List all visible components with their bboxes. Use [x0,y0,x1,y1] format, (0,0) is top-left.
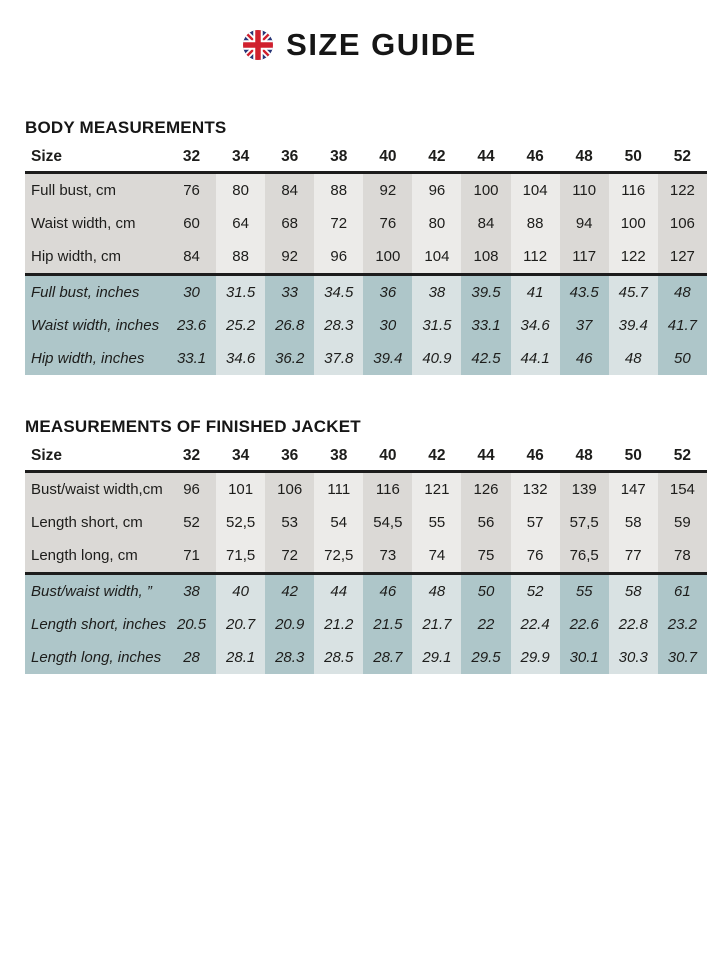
inch-measurement-row [25,574,707,609]
value-cell: 54,5 [363,506,412,539]
value-cell: 22.6 [560,608,609,641]
size-header-cell: 36 [265,145,314,173]
value-cell: 34.5 [314,275,363,310]
value-cell: 41.7 [658,309,707,342]
size-header-row [25,444,707,472]
value-cell: 38 [167,574,216,609]
size-header-cell: 40 [363,444,412,472]
value-cell: 23.6 [167,309,216,342]
value-cell: 52 [511,574,560,609]
row-label: Length long, inches [25,641,167,674]
row-label: Bust/waist width,cm [25,472,167,507]
value-cell: 55 [412,506,461,539]
value-cell: 33.1 [167,342,216,375]
value-cell: 20.7 [216,608,265,641]
size-header-row [25,145,707,173]
value-cell: 25.2 [216,309,265,342]
size-header-cell: 46 [511,444,560,472]
size-header-cell: 32 [167,145,216,173]
value-cell: 48 [412,574,461,609]
value-cell: 23.2 [658,608,707,641]
size-header-cell: 38 [314,444,363,472]
row-label: Full bust, cm [25,173,167,208]
value-cell: 43.5 [560,275,609,310]
size-header-cell: 38 [314,145,363,173]
cm-measurement-row [25,472,707,507]
value-cell: 72 [265,539,314,574]
size-header-label: Size [25,444,167,472]
size-header-label: Size [25,145,167,173]
row-label: Full bust, inches [25,275,167,310]
row-label: Hip width, cm [25,240,167,275]
uk-flag-icon [243,30,273,60]
finished-jacket-heading: MEASUREMENTS OF FINISHED JACKET [25,417,361,436]
row-label: Bust/waist width, ” [25,574,167,609]
value-cell: 74 [412,539,461,574]
value-cell: 50 [658,342,707,375]
value-cell: 104 [511,173,560,208]
value-cell: 48 [658,275,707,310]
row-label: Hip width, inches [25,342,167,375]
value-cell: 42 [265,574,314,609]
value-cell: 28.3 [314,309,363,342]
size-header-cell: 48 [560,145,609,173]
value-cell: 72 [314,207,363,240]
value-cell: 84 [167,240,216,275]
value-cell: 57,5 [560,506,609,539]
value-cell: 58 [609,574,658,609]
value-cell: 71 [167,539,216,574]
value-cell: 40.9 [412,342,461,375]
value-cell: 28.5 [314,641,363,674]
value-cell: 36.2 [265,342,314,375]
value-cell: 50 [461,574,510,609]
value-cell: 126 [461,472,510,507]
value-cell: 52 [167,506,216,539]
value-cell: 96 [167,472,216,507]
value-cell: 110 [560,173,609,208]
row-label: Waist width, inches [25,309,167,342]
value-cell: 52,5 [216,506,265,539]
value-cell: 84 [461,207,510,240]
size-header-cell: 34 [216,145,265,173]
row-label: Length short, cm [25,506,167,539]
value-cell: 44 [314,574,363,609]
value-cell: 60 [167,207,216,240]
inch-measurement-row [25,641,707,674]
value-cell: 122 [658,173,707,208]
value-cell: 100 [363,240,412,275]
value-cell: 72,5 [314,539,363,574]
value-cell: 21.5 [363,608,412,641]
value-cell: 100 [461,173,510,208]
value-cell: 28.3 [265,641,314,674]
value-cell: 39.4 [609,309,658,342]
value-cell: 46 [363,574,412,609]
value-cell: 34.6 [216,342,265,375]
value-cell: 108 [461,240,510,275]
value-cell: 57 [511,506,560,539]
value-cell: 48 [609,342,658,375]
cm-measurement-row [25,506,707,539]
size-header-cell: 50 [609,145,658,173]
value-cell: 44.1 [511,342,560,375]
value-cell: 37 [560,309,609,342]
value-cell: 26.8 [265,309,314,342]
value-cell: 39.4 [363,342,412,375]
value-cell: 21.2 [314,608,363,641]
value-cell: 71,5 [216,539,265,574]
value-cell: 121 [412,472,461,507]
size-header-cell: 52 [658,145,707,173]
finished-jacket-table [25,444,707,674]
value-cell: 112 [511,240,560,275]
value-cell: 76,5 [560,539,609,574]
value-cell: 34.6 [511,309,560,342]
cm-measurement-row [25,539,707,574]
value-cell: 40 [216,574,265,609]
value-cell: 22.4 [511,608,560,641]
value-cell: 75 [461,539,510,574]
value-cell: 104 [412,240,461,275]
value-cell: 37.8 [314,342,363,375]
value-cell: 54 [314,506,363,539]
value-cell: 117 [560,240,609,275]
value-cell: 88 [314,173,363,208]
value-cell: 33 [265,275,314,310]
value-cell: 29.9 [511,641,560,674]
size-header-cell: 44 [461,444,510,472]
value-cell: 28.1 [216,641,265,674]
size-header-cell: 36 [265,444,314,472]
size-header-cell: 42 [412,444,461,472]
value-cell: 76 [363,207,412,240]
value-cell: 116 [363,472,412,507]
value-cell: 30 [363,309,412,342]
value-cell: 30 [167,275,216,310]
value-cell: 154 [658,472,707,507]
value-cell: 122 [609,240,658,275]
value-cell: 94 [560,207,609,240]
value-cell: 22.8 [609,608,658,641]
size-header-cell: 52 [658,444,707,472]
value-cell: 147 [609,472,658,507]
size-header-cell: 40 [363,145,412,173]
value-cell: 92 [265,240,314,275]
value-cell: 111 [314,472,363,507]
value-cell: 106 [658,207,707,240]
value-cell: 64 [216,207,265,240]
value-cell: 88 [511,207,560,240]
row-label: Waist width, cm [25,207,167,240]
value-cell: 28 [167,641,216,674]
value-cell: 31.5 [216,275,265,310]
value-cell: 22 [461,608,510,641]
value-cell: 31.5 [412,309,461,342]
value-cell: 45.7 [609,275,658,310]
value-cell: 80 [216,173,265,208]
size-guide-content [25,118,707,674]
value-cell: 20.9 [265,608,314,641]
value-cell: 139 [560,472,609,507]
value-cell: 73 [363,539,412,574]
value-cell: 33.1 [461,309,510,342]
value-cell: 61 [658,574,707,609]
value-cell: 77 [609,539,658,574]
value-cell: 96 [314,240,363,275]
size-header-cell: 42 [412,145,461,173]
inch-measurement-row [25,342,707,375]
value-cell: 116 [609,173,658,208]
value-cell: 46 [560,342,609,375]
value-cell: 30.1 [560,641,609,674]
row-label: Length long, cm [25,539,167,574]
value-cell: 92 [363,173,412,208]
page-header [0,0,720,64]
value-cell: 55 [560,574,609,609]
value-cell: 132 [511,472,560,507]
value-cell: 20.5 [167,608,216,641]
value-cell: 84 [265,173,314,208]
value-cell: 106 [265,472,314,507]
value-cell: 29.5 [461,641,510,674]
value-cell: 30.3 [609,641,658,674]
value-cell: 88 [216,240,265,275]
size-header-cell: 32 [167,444,216,472]
value-cell: 101 [216,472,265,507]
value-cell: 53 [265,506,314,539]
size-header-cell: 50 [609,444,658,472]
cm-measurement-row [25,207,707,240]
value-cell: 100 [609,207,658,240]
body-measurements-heading: BODY MEASUREMENTS [25,118,227,137]
size-header-cell: 46 [511,145,560,173]
value-cell: 41 [511,275,560,310]
value-cell: 76 [511,539,560,574]
value-cell: 78 [658,539,707,574]
cm-measurement-row [25,173,707,208]
value-cell: 76 [167,173,216,208]
value-cell: 39.5 [461,275,510,310]
value-cell: 28.7 [363,641,412,674]
value-cell: 56 [461,506,510,539]
page-title: SIZE GUIDE [286,27,477,62]
inch-measurement-row [25,275,707,310]
size-header-cell: 34 [216,444,265,472]
inch-measurement-row [25,309,707,342]
value-cell: 59 [658,506,707,539]
value-cell: 80 [412,207,461,240]
value-cell: 36 [363,275,412,310]
value-cell: 127 [658,240,707,275]
value-cell: 96 [412,173,461,208]
value-cell: 38 [412,275,461,310]
value-cell: 29.1 [412,641,461,674]
body-measurements-table [25,145,707,375]
size-header-cell: 48 [560,444,609,472]
value-cell: 21.7 [412,608,461,641]
cm-measurement-row [25,240,707,275]
row-label: Length short, inches [25,608,167,641]
value-cell: 58 [609,506,658,539]
inch-measurement-row [25,608,707,641]
value-cell: 42.5 [461,342,510,375]
size-header-cell: 44 [461,145,510,173]
value-cell: 30.7 [658,641,707,674]
value-cell: 68 [265,207,314,240]
